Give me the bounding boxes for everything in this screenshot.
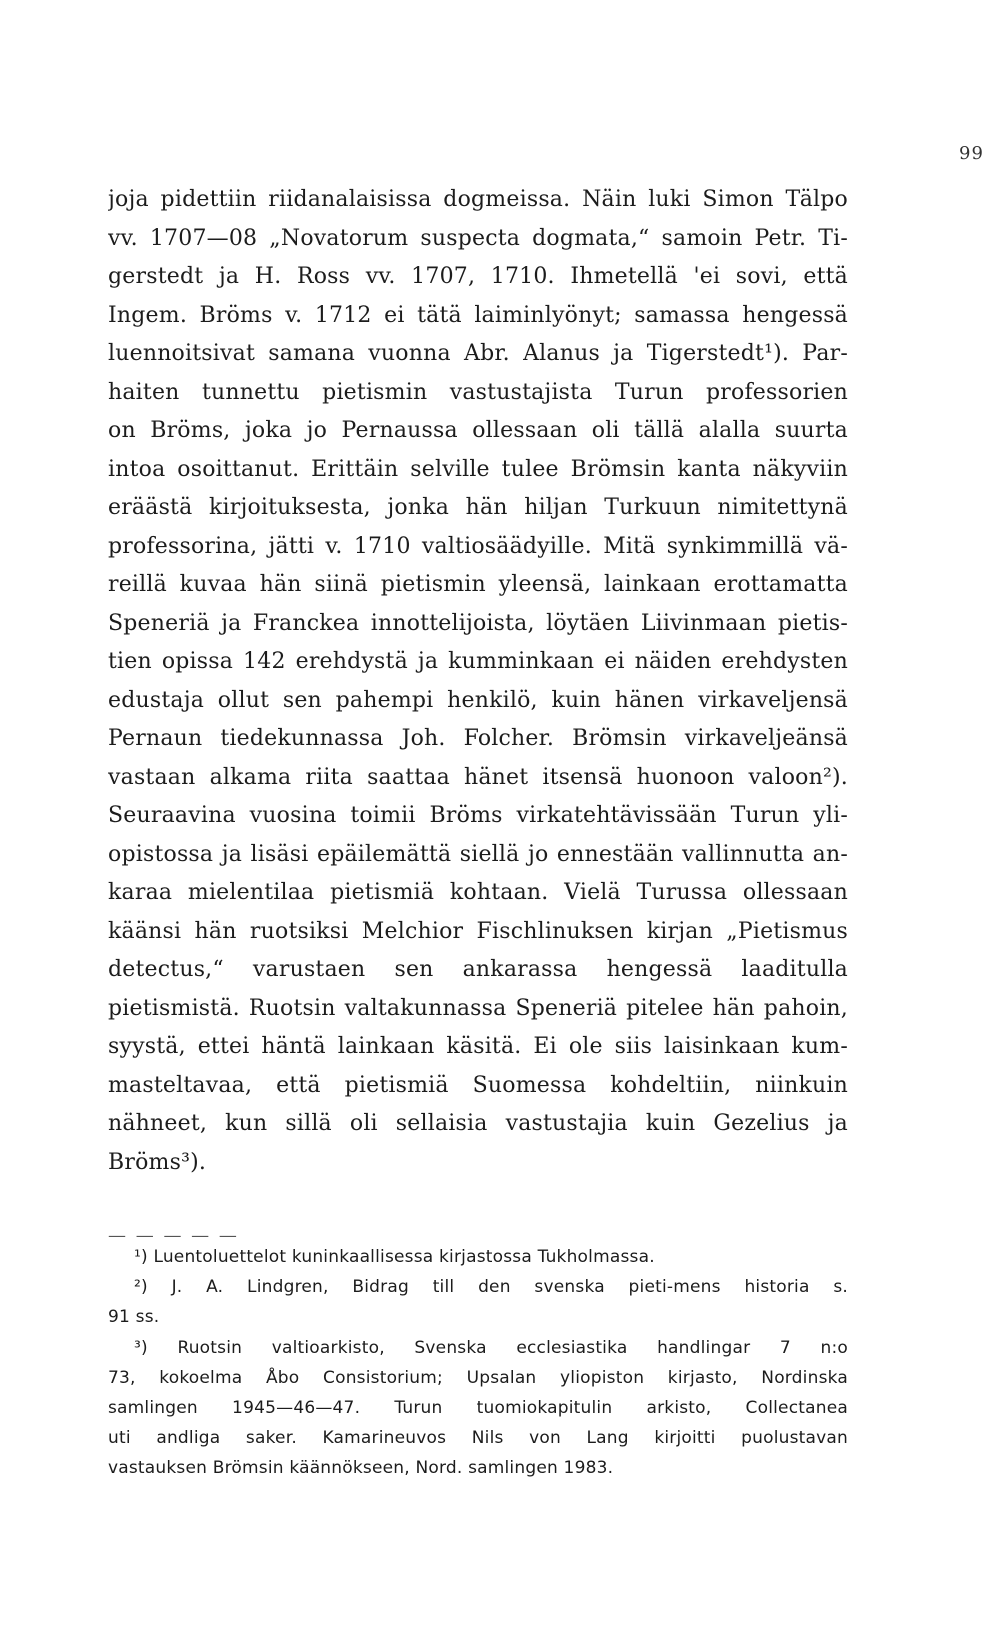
body-line: Bröms³). xyxy=(108,1149,207,1175)
body-line: eräästä kirjoituksesta, jonka hän hiljan Turkuun nimitettynä xyxy=(108,495,848,520)
body-line: joja pidettiin riidanalaisissa dogmeissa. Näin luki Simon Tälpo xyxy=(108,187,848,212)
footnote-line: 73, kokoelma Åbo Consistorium; Upsalan yliopiston kirjasto, Nordinska xyxy=(108,1367,848,1388)
body-line: nähneet, kun sillä oli sellaisia vastustajia kuin Gezelius ja xyxy=(108,1111,848,1136)
footnote-separator: — — — — — xyxy=(108,1225,239,1246)
page-number: 99 xyxy=(959,143,984,164)
body-line: masteltavaa, että pietismiä Suomessa kohdeltiin, niinkuin xyxy=(108,1072,848,1098)
body-line: vv. 1707—08 „Novatorum suspecta dogmata,“ samoin Petr. Ti- xyxy=(108,225,848,251)
footnotes xyxy=(108,1242,848,1484)
body-line: Pernaun tiedekunnassa Joh. Folcher. Brömsin virkaveljeänsä xyxy=(108,726,848,751)
body-line: edustaja ollut sen pahempi henkilö, kuin hänen virkaveljensä xyxy=(108,687,848,713)
body-line: käänsi hän ruotsiksi Melchior Fischlinuksen kirjan „Pietismus xyxy=(108,918,848,944)
body-line: intoa osoittanut. Erittäin selville tulee Brömsin kanta näkyviin xyxy=(108,456,848,482)
body-line: Ingem. Bröms v. 1712 ei tätä laiminlyönyt; samassa hengessä xyxy=(108,302,848,328)
body-line: reillä kuvaa hän siinä pietismin yleensä, lainkaan erottamatta xyxy=(108,572,848,597)
footnote-line: vastauksen Brömsin käännökseen, Nord. samlingen 1983. xyxy=(108,1458,614,1479)
body-line: luennoitsivat samana vuonna Abr. Alanus ja Tigerstedt¹). Par- xyxy=(108,341,848,366)
body-line: syystä, ettei häntä lainkaan käsitä. Ei ole siis laisinkaan kum- xyxy=(108,1034,848,1059)
footnote-line: ²) J. A. Lindgren, Bidrag till den svenska pieti-mens historia s. xyxy=(134,1277,848,1298)
body-line: vastaan alkama riita saattaa hänet itsensä huonoon valoon²). xyxy=(108,764,848,790)
body-line: Speneriä ja Franckea innottelijoista, löytäen Liivinmaan pietis- xyxy=(108,610,848,636)
body-line: Seuraavina vuosina toimii Bröms virkatehtävissään Turun yli- xyxy=(108,803,848,828)
body-line: haiten tunnettu pietismin vastustajista Turun professorien xyxy=(108,379,848,405)
footnote-line: uti andliga saker. Kamarineuvos Nils von Lang kirjoitti puolustavan xyxy=(108,1428,848,1449)
body-text xyxy=(108,181,848,1182)
body-line: professorina, jätti v. 1710 valtiosäädyille. Mitä synkimmillä vä- xyxy=(108,533,848,559)
footnote-line: samlingen 1945—46—47. Turun tuomiokapitulin arkisto, Collectanea xyxy=(108,1397,848,1418)
body-line: tien opissa 142 erehdystä ja kumminkaan ei näiden erehdysten xyxy=(108,649,848,674)
body-line: gerstedt ja H. Ross vv. 1707, 1710. Ihmetellä 'ei sovi, että xyxy=(108,264,848,289)
footnote-line: 91 ss. xyxy=(108,1307,160,1328)
footnote-line: ¹) Luentoluettelot kuninkaallisessa kirjastossa Tukholmassa. xyxy=(134,1247,655,1267)
body-line: pietismistä. Ruotsin valtakunnassa Speneriä pitelee hän pahoin, xyxy=(108,995,848,1021)
body-line: detectus,“ varustaen sen ankarassa hengessä laaditulla xyxy=(108,957,848,982)
footnote-line: ³) Ruotsin valtioarkisto, Svenska ecclesiastika handlingar 7 n:o xyxy=(134,1337,848,1358)
body-line: karaa mielentilaa pietismiä kohtaan. Vielä Turussa ollessaan xyxy=(108,880,848,905)
body-line: opistossa ja lisäsi epäilemättä siellä jo ennestään vallinnutta an- xyxy=(108,841,848,867)
body-line: on Bröms, joka jo Pernaussa ollessaan oli tällä alalla suurta xyxy=(108,418,848,443)
